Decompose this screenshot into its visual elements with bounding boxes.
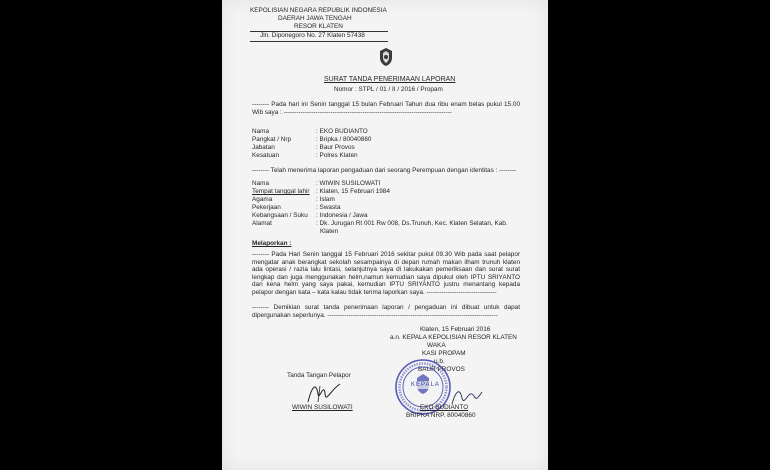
document-title: SURAT TANDA PENERIMAAN LAPORAN [324,76,456,83]
police-emblem-icon [378,47,394,67]
sign-an-line: a.n. KEPALA KEPOLISIAN RESOR KLATEN [390,334,517,341]
report-paragraph: -------- Pada Hari Senin tanggal 15 Februari 2016 sekitar pukul 09.30 Wib pada saat pelapor mengatar anak berangkat sekolah sesampainya di depan rumah makan ilham trunuh klaten ada operasi / razia lalu lintasi, selanjutnya saya di lakukakan pemeriksaan dan surat surat lengkap dan juga menggunakan helm,namun kemudian saya dipukul oleh IPTU SRIYANTO dan kena helm yang saya pakai, kemudian IPTU SRIYANTO justru menantang kepada pelapor dengan kata – kata kalau tidak terima laporkan saya. --------------------------------- [252,251,520,296]
sign-baur: BAUR PROVOS [418,366,465,373]
letterhead-line2: DAERAH JAWA TENGAH [278,15,352,22]
reporter-sign-name: WIWIN SUSILOWATI [292,404,353,411]
letterhead-rule-bottom [250,41,388,42]
officer-sign-nrp: BRIPKA NRP. 80040860 [406,412,476,419]
sign-kasi: KASI PROPAM [422,350,466,357]
letterhead-line3: RESOR KLATEN [294,23,343,30]
document-page: KEPOLISIAN NEGARA REPUBLIK INDONESIA DAERAH JAWA TENGAH RESOR KLATEN Jln. Diponegoro No. 27 Klaten 57438 SURAT TANDA PENERIMAAN LAPORAN Nomor : STPL / 01 / II / 2016 / Propam -------- Pada hari ini Senin tanggal 15 bulan Februari Tahun dua ribu enam belas pukul 15.00 Wib saya : ------------------------------------------------------------------------------- Nama : EKO BUDIANTO Pangkat / Nrp : Bripka / 80040860 Jabatan : Baur Provos Kesatuan : Polres Klaten -------- Telah menerima laporan pengaduan dari seorang Perempuan dengan identitas : -------- Nama : WIWIN SUSILOWATI Tempat tanggal lahir : Klaten, 15 Februari 1984 Agama : Islam Pekerjaan : Swasta Kebangsaan / Suku : Indonesia / Jawa Alamat : Dk. Jurugan Rt 001 Rw 008, Ds.Trunuh, Kec. Klaten Selatan, Kab. Klaten Melaporkan : -------- Pada Hari Senin tanggal 15 Februari 2016 sekitar pukul 09.30 Wib pada saat pelapor mengatar anak berangkat sekolah sesampainya di depan rumah makan ilham trunuh klaten ada operasi / razia lalu lintasi, selanjutnya saya di lakukakan pemeriksaan dan surat surat lengkap dan juga menggunakan helm,namun kemudian saya dipukul oleh IPTU SRIYANTO dan kena helm yang saya pakai, kemudian IPTU SRIYANTO justru menantang kepada pelapor dengan kata – kata kalau tidak terima laporkan saya. --------------------------------- -------- Demikian surat tanda penerimaan laporan / pengaduan ini dibuat untuk dapat dipergunakan seperlunya. -------------------------------------------------------------------------------- Klaten, 15 Februari 2016 a.n. KEPALA KEPOLISIAN RESOR KLATEN WAKA KASI PROPAM u.b. BAUR PROVOS KEPALA EKO BUDIANTO BRIPKA NRP. 80040860 Tanda Tangan Pelapor WIWIN SUSILOWATI [222,0,548,470]
sign-place-date: Klaten, 15 Februari 2016 [420,326,491,333]
reporter-sign-caption: Tanda Tangan Pelapor [287,372,351,379]
sign-ub: u.b. [434,358,445,365]
sign-waka: WAKA [427,342,446,349]
report-heading: Melaporkan : [252,240,292,247]
reporter-signature-icon [304,380,344,406]
officer-sign-name: EKO BUDIANTO [420,404,469,411]
intro-paragraph: -------- Pada hari ini Senin tanggal 15 bulan Februari Tahun dua ribu enam belas pukul 15.00 Wib saya : ------------------------------------------------------------------------------- [252,101,520,116]
stamp-text: KEPALA [411,382,440,388]
document-number: Nomor : STPL / 01 / II / 2016 / Propam [334,86,443,93]
letterhead-line1: KEPOLISIAN NEGARA REPUBLIK INDONESIA [250,7,387,14]
received-paragraph: -------- Telah menerima laporan pengaduan dari seorang Perempuan dengan identitas : -------- [252,167,517,174]
closing-paragraph: -------- Demikian surat tanda penerimaan laporan / pengaduan ini dibuat untuk dapat dipergunakan seperlunya. -------------------------------------------------------------------------------- [252,304,520,319]
letterhead-address: Jln. Diponegoro No. 27 Klaten 57438 [260,32,365,39]
